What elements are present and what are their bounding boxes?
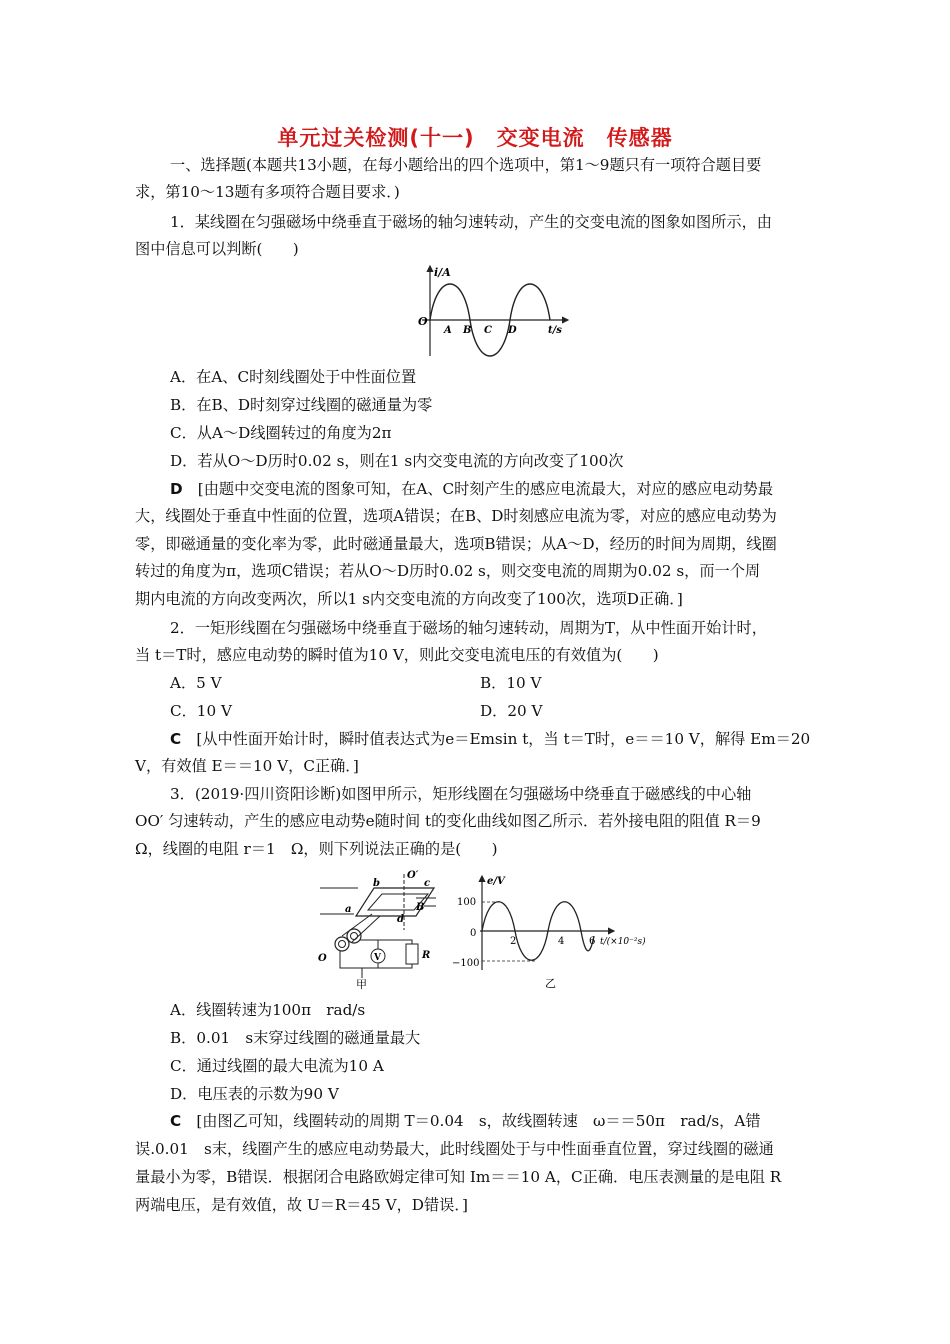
q1-graph-point-d: D (508, 325, 517, 336)
q2-answer-line-1 (170, 729, 860, 749)
q1-explanation-5: 期内电流的方向改变两次，所以1 s内交变电流的方向改变了100次，选项D正确．] (135, 590, 683, 608)
q3-diagram-label-a: a (345, 904, 352, 915)
q3-graph-xtick-4: 4 (558, 936, 565, 947)
q3-option-d: D．电压表的示数为90 V (170, 1085, 339, 1103)
q1-current-graph (410, 262, 580, 360)
q3-diagram-caption: 甲 (356, 978, 367, 991)
q1-graph-xlabel: t/s (548, 325, 562, 336)
q3-generator-diagram (312, 866, 447, 991)
q3-answer-letter: C (170, 1112, 182, 1130)
q3-graph-ytick-neg100: −100 (452, 958, 480, 969)
q3-graph-ytick-100: 100 (457, 897, 477, 908)
q3-diagram-label-d: d (397, 914, 404, 925)
q3-explanation-4: 两端电压，是有效值，故 U＝R＝45 V，D错误．] (135, 1196, 468, 1214)
q3-diagram-label-o: O (318, 953, 327, 964)
q2-option-c: C．10 V (170, 702, 232, 720)
q3-diagram-label-c: c (424, 878, 431, 889)
q3-graph-xtick-6: 6 (589, 936, 596, 947)
q3-graph-xtick-2: 2 (510, 936, 517, 947)
q2-option-d: D．20 V (480, 702, 543, 720)
section-intro-line-2: 求，第10～13题有多项符合题目要求．) (135, 183, 400, 201)
q2-stem-line-2: 当 t＝T时，感应电动势的瞬时值为10 V，则此交变电流电压的有效值为( ) (135, 646, 659, 664)
q3-diagram-voltmeter: V (374, 953, 381, 963)
q3-explanation-1: [由图乙可知，线圈转动的周期 T＝0.04 s，故线圈转速 ω＝＝50π rad/s，A错 (196, 1112, 761, 1130)
q3-explanation-3: 量最小为零，B错误．根据闭合电路欧姆定律可知 Im＝＝10 A，C正确．电压表测量的是电阻 R (135, 1168, 782, 1186)
q2-option-b: B．10 V (480, 674, 542, 692)
q2-option-a: A．5 V (170, 674, 222, 692)
q1-explanation-1: [由题中交变电流的图象可知，在A、C时刻产生的感应电流最大，对应的感应电动势最 (197, 480, 774, 498)
section-intro-line-1: 一、选择题(本题共13小题，在每小题给出的四个选项中，第1～9题只有一项符合题目要 (170, 156, 762, 174)
q2-explanation-1: [从中性面开始计时，瞬时值表达式为e＝Emsin t，当 t＝T时，e＝＝10 V，解得 Em＝20 (196, 730, 811, 748)
q2-stem-line-1: 2．一矩形线圈在匀强磁场中绕垂直于磁场的轴匀速转动，周期为T，从中性面开始计时， (170, 619, 767, 637)
q3-stem-line-1: 3．(2019·四川资阳诊断)如图甲所示，矩形线圈在匀强磁场中绕垂直于磁感线的中心轴 (170, 785, 752, 803)
q3-stem-line-2: OO′ 匀速转动，产生的感应电动势e随时间 t的变化曲线如图乙所示．若外接电阻的阻值 R＝9 (135, 812, 761, 830)
q3-emf-graph (452, 870, 657, 992)
q1-graph-ylabel: i/A (434, 266, 451, 279)
q3-option-b: B．0.01 s末穿过线圈的磁通量最大 (170, 1029, 421, 1047)
q3-diagram-label-b: b (373, 878, 380, 889)
q1-answer-line-1 (170, 479, 860, 499)
q1-stem-line-1: 1．某线圈在匀强磁场中绕垂直于磁场的轴匀速转动，产生的交变电流的图象如图所示，由 (170, 213, 772, 231)
q3-explanation-2: 误.0.01 s末，线圈产生的感应电动势最大，此时线圈处于与中性面垂直位置，穿过线圈的磁通 (135, 1140, 774, 1158)
q3-option-c: C．通过线圈的最大电流为10 A (170, 1057, 384, 1075)
q3-stem-line-3: Ω，线圈的电阻 r＝1 Ω，则下列说法正确的是( ) (135, 840, 498, 858)
q1-graph-point-b: B (463, 325, 472, 336)
q1-answer-letter: D (170, 480, 183, 498)
q3-diagram-label-o-prime: O′ (407, 870, 419, 881)
q1-option-c: C．从A～D线圈转过的角度为2π (170, 424, 392, 442)
q1-explanation-2: 大，线圈处于垂直中性面的位置，选项A错误；在B、D时刻感应电流为零，对应的感应电动势为 (135, 507, 777, 525)
q1-explanation-4: 转过的角度为π，选项C错误；若从O～D历时0.02 s，则交变电流的周期为0.02 s，而一个周 (135, 562, 761, 580)
q1-graph-point-c: C (484, 325, 492, 336)
q3-answer-line-1 (170, 1111, 860, 1131)
q3-graph-caption: 乙 (545, 977, 556, 990)
q3-graph-ytick-0: 0 (470, 928, 477, 939)
q1-graph-origin: O (418, 315, 428, 328)
q1-option-d: D．若从O～D历时0.02 s，则在1 s内交变电流的方向改变了100次 (170, 452, 624, 470)
page-title: 单元过关检测(十一) 交变电流 传感器 (277, 126, 673, 150)
q1-stem-line-2: 图中信息可以判断( ) (135, 240, 299, 258)
q3-diagram-label-field-b: B (416, 902, 425, 913)
q2-explanation-2: V，有效值 E＝＝10 V，C正确．] (135, 757, 359, 775)
q3-graph-xlabel: t/(×10⁻²s) (600, 937, 646, 947)
q3-graph-ylabel: e/V (487, 876, 505, 887)
q1-option-a: A．在A、C时刻线圈处于中性面位置 (170, 368, 417, 386)
q1-option-b: B．在B、D时刻穿过线圈的磁通量为零 (170, 396, 433, 414)
q3-option-a: A．线圈转速为100π rad/s (170, 1001, 366, 1019)
q1-explanation-3: 零，即磁通量的变化率为零，此时磁通量最大，选项B错误；从A～D，经历的时间为周期，线圈 (135, 535, 777, 553)
q1-graph-point-a: A (444, 325, 452, 336)
q2-answer-letter: C (170, 730, 182, 748)
q3-diagram-resistor: R (422, 950, 431, 961)
